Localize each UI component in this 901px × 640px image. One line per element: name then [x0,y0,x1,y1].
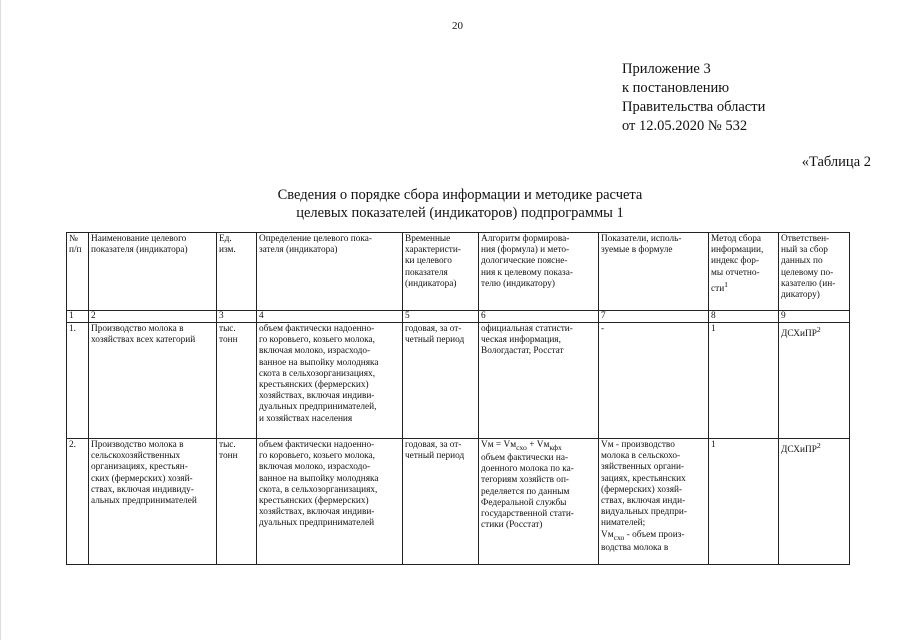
row-unit: тыс. тонн [217,439,257,565]
row-name: Производство молока в хозяйствах всех категорий [89,323,217,439]
header-definition: Определение целевого пока- зателя (индикатора) [257,233,403,311]
indicators-var: Vм [601,529,614,540]
header-responsible: Ответствен- ный за сбор данных по целевому по- казателю (ин- дикатору) [779,233,850,311]
table-label: «Таблица 2 [801,154,871,170]
appendix-block [622,60,765,136]
page-number: 20 [452,20,463,32]
title-line-1: Сведения о порядке сбора информации и методике расчета [277,187,643,203]
indicators-table [66,232,850,565]
table-header-row [67,233,850,311]
appendix-line-4: от 12.05.2020 № 532 [622,118,748,134]
row-indicators: - [599,323,709,439]
responsible-text: ДСХиПР [781,445,817,456]
header-algorithm: Алгоритм формирова- ния (формула) и мето- дологические поясне- ния к целевому показа- телю (индикатору) [479,233,599,311]
title-line-2: целевых показателей (индикаторов) подпрограммы 1 [296,205,624,221]
appendix-line-2: к постановлению [622,80,730,96]
header-time: Временные характеристи- ки целевого показателя (индикатора) [403,233,479,311]
col-number: 9 [779,311,850,323]
column-number-row [67,311,850,323]
header-num: № п/п [67,233,89,311]
col-number: 2 [89,311,217,323]
row-method: 1 [709,439,779,565]
row-responsible [779,323,850,439]
row-num: 2. [67,439,89,565]
row-num: 1. [67,323,89,439]
col-number: 8 [709,311,779,323]
table-row [67,323,850,439]
row-unit: тыс. тонн [217,323,257,439]
header-method-footnote: 1 [724,279,729,289]
col-number: 7 [599,311,709,323]
responsible-footnote: 2 [816,325,821,334]
row-method: 1 [709,323,779,439]
header-indicators: Показатели, исполь- зуемые в формуле [599,233,709,311]
row-definition: объем фактически надоенно- го коровьего, козьего молока, включая молоко, израсходо- ванное на выпойку молодняка скота в сельхозорганизациях, крестьянских (фермерских) хозяйствах, включая индиви- дуальных предпринимателей, и хозяйствах населения [257,323,403,439]
row-indicators [599,439,709,565]
header-method-text: Метод сбора информации, индекс фор- мы отчетно- сти [711,234,764,294]
formula-plus: + Vм [526,440,550,450]
header-name: Наименование целевого показателя (индикатора) [89,233,217,311]
indicators-text-1: Vм - производство молока в сельскохо- зяйственных органи- зациях, крестьянских (фермерских) хозяй- ствах, включая инди- видуальных предпри- нимателей; [601,440,687,529]
document-title [190,186,730,222]
col-number: 4 [257,311,403,323]
row-time: годовая, за от- четный период [403,439,479,565]
formula [481,440,596,453]
col-number: 5 [403,311,479,323]
row-algorithm: официальная статисти- ческая информация, Вологдастат, Росстат [479,323,599,439]
row-algorithm [479,439,599,565]
scan-edge-line [0,0,1,640]
responsible-text: ДСХиПР [781,329,817,340]
row-time: годовая, за от- четный период [403,323,479,439]
indicators-var-sub: схо [613,532,625,542]
algorithm-text: объем фактически на- доенного молока по ка- тегориям хозяйств оп- ределяется по данным Федеральной службы государственной стати- стики (Росстат) [481,453,574,531]
indicators-text-2: - объем произ- водства молока в [601,529,685,553]
col-number: 6 [479,311,599,323]
row-responsible [779,439,850,565]
col-number: 3 [217,311,257,323]
responsible-footnote: 2 [816,441,821,450]
formula-sub-1: схо [516,442,527,452]
col-number: 1 [67,311,89,323]
table-row [67,439,850,565]
formula-lhs: Vм = Vм [481,440,517,450]
formula-sub-2: кфх [549,442,562,452]
row-definition: объем фактически надоенно- го коровьего, козьего молока, включая молоко, израсходо- ванное на выпойку молодняка скота, в сельхозорганизациях, крестьянских (фермерских) хозяйствах, включая индиви- дуальных предпринимателей [257,439,403,565]
appendix-line-1: Приложение 3 [622,61,711,77]
appendix-line-3: Правительства области [622,99,766,115]
row-name: Производство молока в сельскохозяйственных организациях, крестьян- ских (фермерских) хозяй- ствах, включая индивиду- альных предпринимателей [89,439,217,565]
header-unit: Ед. изм. [217,233,257,311]
header-method [709,233,779,311]
